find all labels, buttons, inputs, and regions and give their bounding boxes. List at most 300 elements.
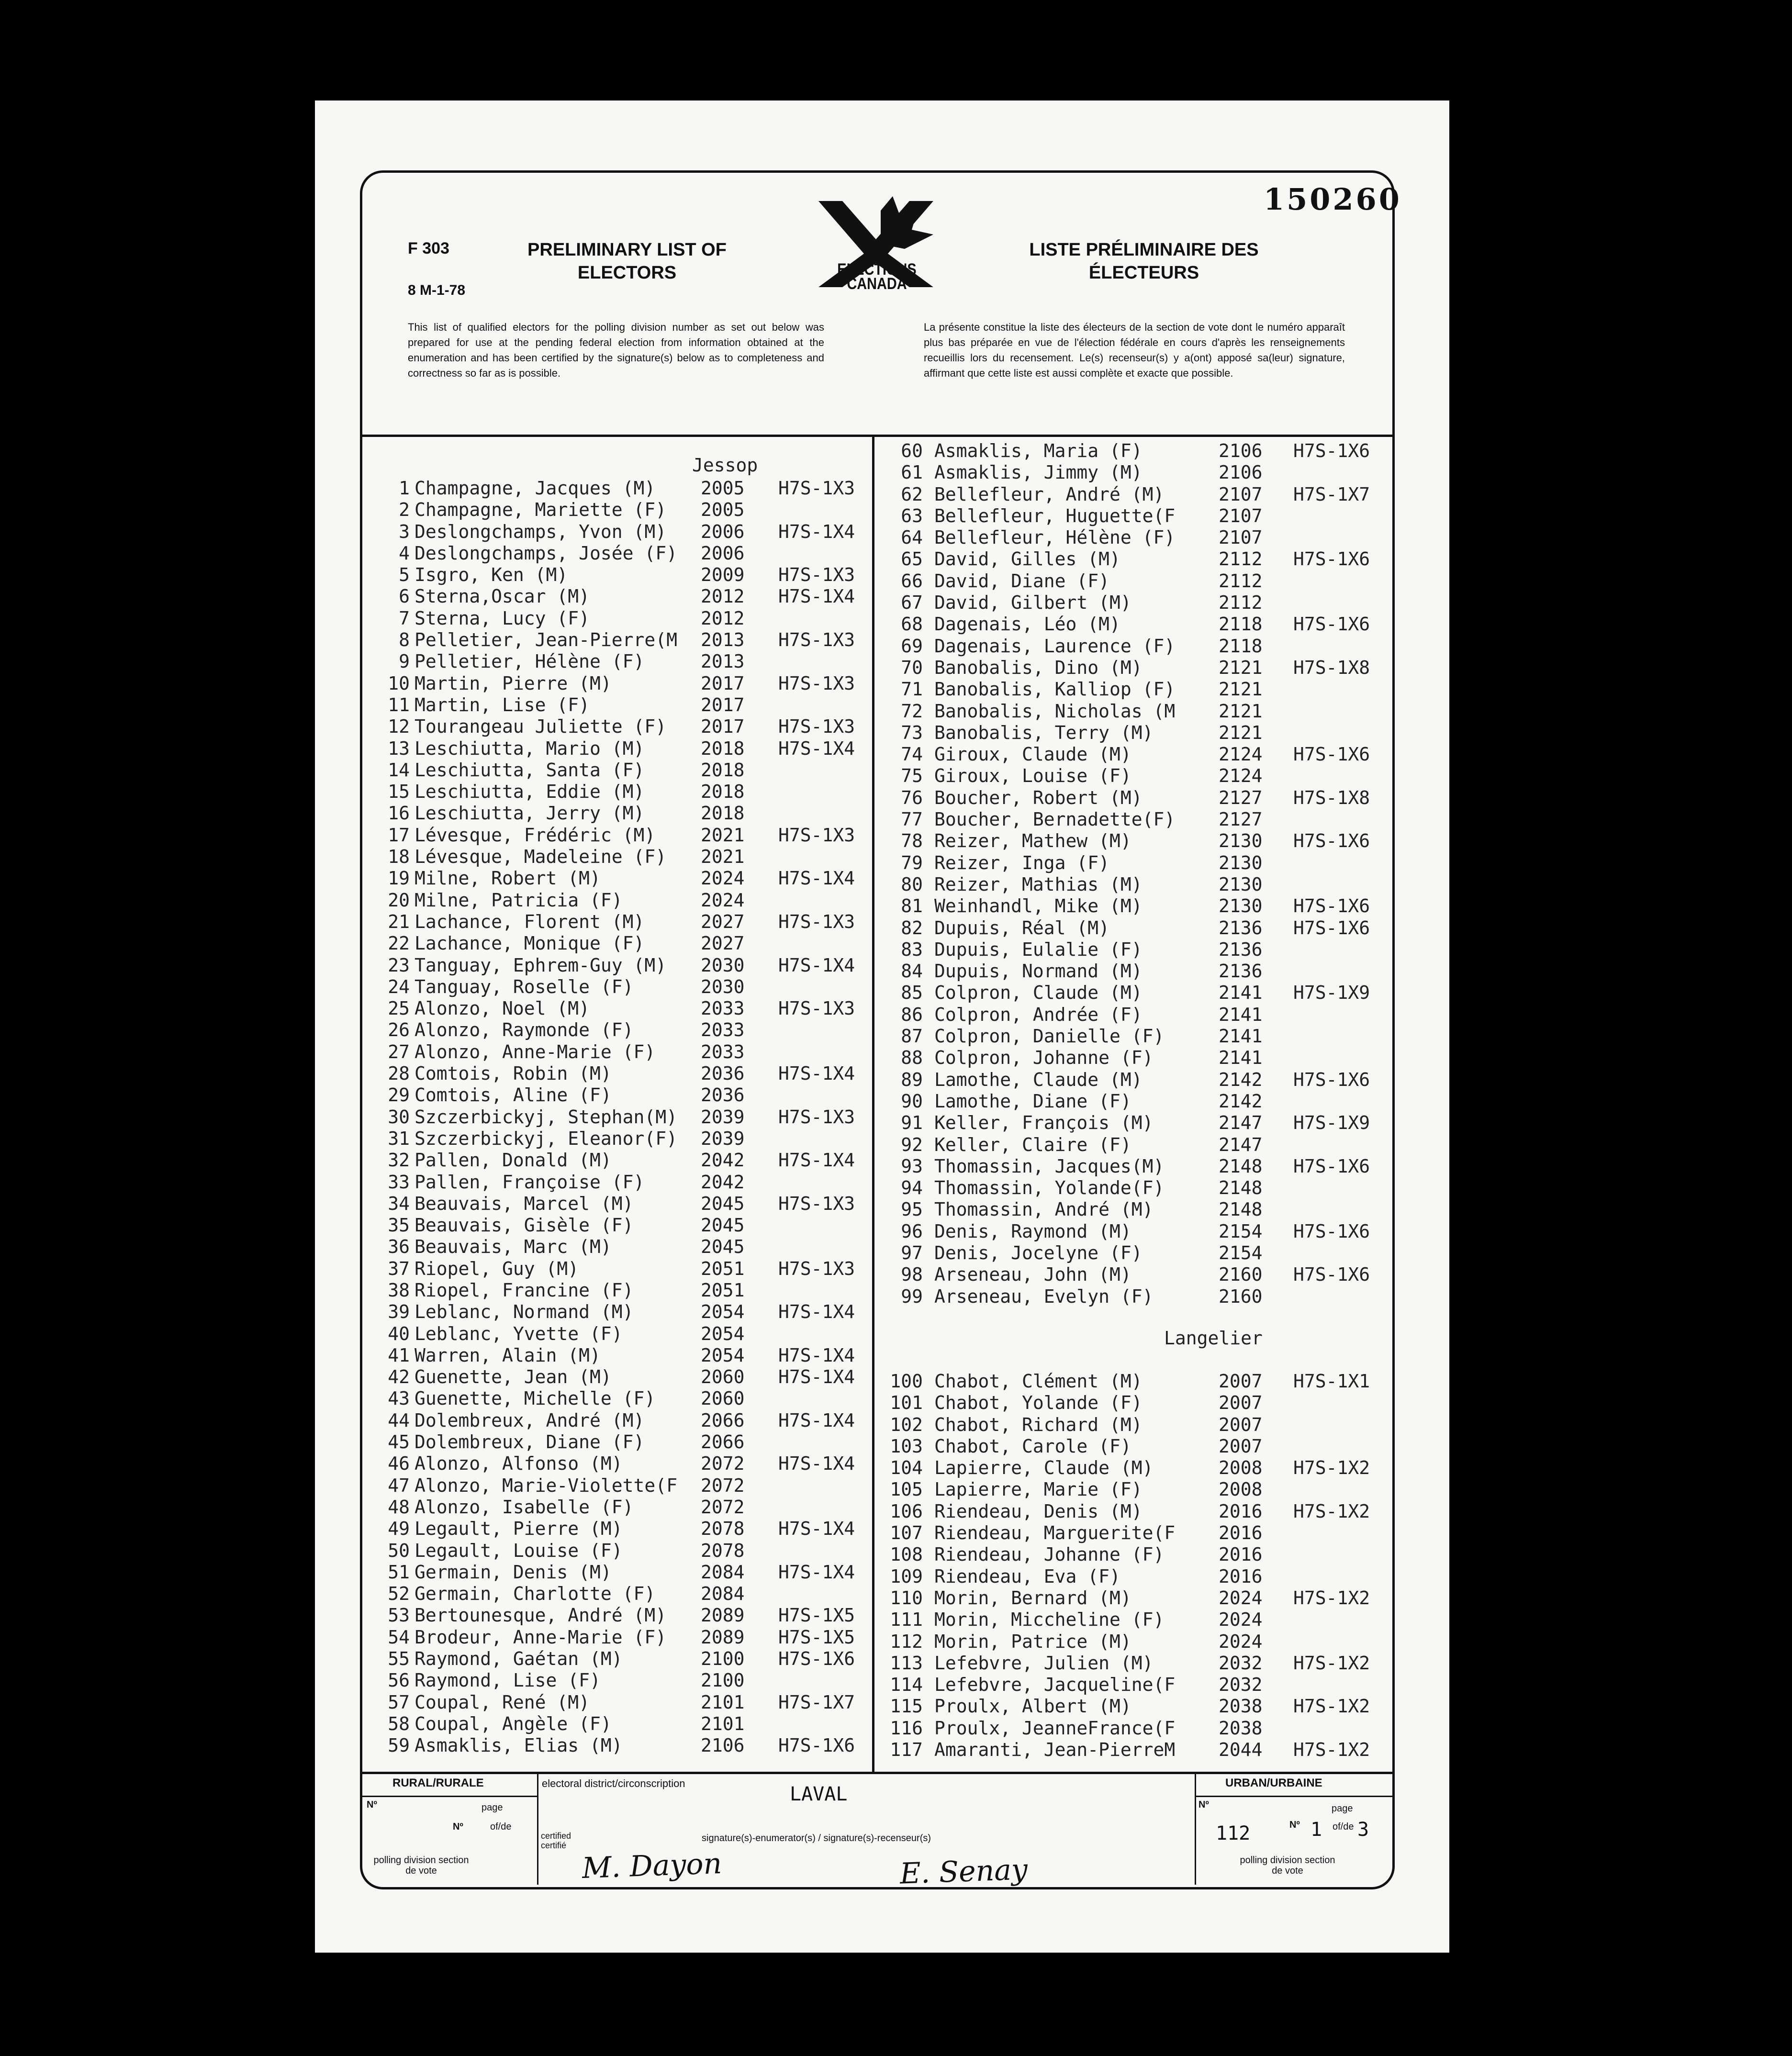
elector-address: 2148 xyxy=(1219,1199,1263,1220)
elector-address: 2007 xyxy=(1219,1435,1263,1457)
elector-number: 84 xyxy=(901,961,923,982)
postal-code: H7S-1X3 xyxy=(778,672,855,694)
elector-row xyxy=(371,803,872,824)
postal-code: H7S-1X5 xyxy=(778,1605,855,1626)
postal-code: H7S-1X6 xyxy=(1293,830,1370,852)
elector-address: 2141 xyxy=(1219,1004,1263,1025)
elector-address: 2154 xyxy=(1219,1220,1263,1242)
elector-row xyxy=(882,1286,1392,1307)
elector-name: Deslongchamps, Yvon (M) xyxy=(414,521,667,542)
elector-row xyxy=(371,1172,872,1193)
elector-address: 2089 xyxy=(701,1626,745,1648)
elector-number: 103 xyxy=(890,1435,923,1457)
elector-name: Alonzo, Isabelle (F) xyxy=(414,1496,634,1518)
postal-code: H7S-1X9 xyxy=(1293,982,1370,1004)
district-value: LAVAL xyxy=(790,1783,848,1805)
urban-polling-label: polling division section de vote xyxy=(1240,1855,1335,1876)
elector-row xyxy=(882,1371,1392,1392)
elector-number: 21 xyxy=(388,911,410,932)
elector-number: 2 xyxy=(399,499,410,521)
elector-number: 37 xyxy=(388,1258,410,1279)
elector-address: 2124 xyxy=(1219,744,1263,765)
elector-address: 2060 xyxy=(701,1388,745,1409)
postal-code: H7S-1X6 xyxy=(1293,440,1370,461)
elector-address: 2106 xyxy=(1219,440,1263,461)
elector-address: 2030 xyxy=(701,976,745,997)
footer-vertical-rule xyxy=(1195,1774,1196,1885)
elector-name: Reizer, Inga (F) xyxy=(934,852,1110,873)
elector-address: 2016 xyxy=(1219,1500,1263,1522)
rural-page-label: page xyxy=(482,1802,503,1813)
elector-row xyxy=(371,1193,872,1215)
elector-address: 2107 xyxy=(1219,505,1263,526)
elector-row xyxy=(371,868,872,889)
elector-row xyxy=(882,1522,1392,1544)
elector-name: Riopel, Guy (M) xyxy=(414,1258,579,1279)
elector-number: 15 xyxy=(388,781,410,803)
elector-row xyxy=(882,527,1392,548)
elector-row xyxy=(371,1583,872,1605)
elector-list-right-langelier xyxy=(882,1371,1392,1761)
elector-number: 101 xyxy=(890,1392,923,1414)
elector-address: 2021 xyxy=(701,824,745,846)
elector-name: Raymond, Gaétan (M) xyxy=(414,1648,623,1670)
elector-row xyxy=(882,1544,1392,1565)
elector-name: Riendeau, Denis (M) xyxy=(934,1500,1142,1522)
elector-address: 2030 xyxy=(701,954,745,976)
elector-address: 2007 xyxy=(1219,1392,1263,1414)
postal-code: H7S-1X6 xyxy=(1293,1069,1370,1090)
elector-row xyxy=(882,1091,1392,1112)
elector-address: 2009 xyxy=(701,564,745,586)
section-heading-jessop: Jessop xyxy=(692,455,758,476)
elector-number: 56 xyxy=(388,1670,410,1691)
postal-code: H7S-1X7 xyxy=(778,1691,855,1713)
elector-name: Dagenais, Laurence (F) xyxy=(934,635,1176,657)
elector-row xyxy=(371,1258,872,1280)
elector-address: 2033 xyxy=(701,1019,745,1041)
elector-number: 114 xyxy=(890,1674,923,1696)
elector-address: 2148 xyxy=(1219,1155,1263,1177)
postal-code: H7S-1X5 xyxy=(778,1626,855,1648)
elector-row xyxy=(882,787,1392,809)
elector-row xyxy=(371,976,872,998)
elector-number: 99 xyxy=(901,1285,923,1307)
elector-row xyxy=(882,592,1392,614)
elector-row xyxy=(371,1497,872,1518)
elector-address: 2066 xyxy=(701,1431,745,1453)
postal-code: H7S-1X3 xyxy=(778,716,855,737)
elector-number: 98 xyxy=(901,1264,923,1285)
elector-number: 38 xyxy=(388,1279,410,1301)
postal-code: H7S-1X4 xyxy=(778,1453,855,1475)
postal-code: H7S-1X6 xyxy=(778,1648,855,1670)
elector-name: Isgro, Ken (M) xyxy=(414,564,568,586)
elector-number: 11 xyxy=(388,694,410,715)
certified-label: certified certifié xyxy=(541,1831,571,1850)
elector-row xyxy=(371,716,872,737)
postal-code: H7S-1X4 xyxy=(778,737,855,759)
elector-address: 2072 xyxy=(701,1475,745,1496)
elector-address: 2012 xyxy=(701,607,745,629)
elector-address: 2042 xyxy=(701,1150,745,1171)
elector-row xyxy=(882,982,1392,1004)
elector-number: 41 xyxy=(388,1344,410,1366)
postal-code: H7S-1X4 xyxy=(778,1518,855,1540)
elector-row xyxy=(882,1047,1392,1069)
elector-number: 89 xyxy=(901,1069,923,1090)
elector-name: Pallen, Donald (M) xyxy=(414,1150,612,1171)
elector-number: 66 xyxy=(901,570,923,592)
elector-row xyxy=(882,830,1392,852)
signature-label: signature(s)-enumerator(s) / signature(s)-recenseur(s) xyxy=(702,1833,931,1844)
elector-name: Leschiutta, Jerry (M) xyxy=(414,803,645,824)
elector-row xyxy=(371,521,872,543)
postal-code: H7S-1X3 xyxy=(778,998,855,1019)
postal-code: H7S-1X9 xyxy=(1293,1112,1370,1134)
postal-code: H7S-1X4 xyxy=(778,586,855,607)
elector-name: Leschiutta, Eddie (M) xyxy=(414,781,645,803)
elector-number: 69 xyxy=(901,635,923,657)
elector-name: Lapierre, Marie (F) xyxy=(934,1479,1142,1500)
elector-name: Tanguay, Roselle (F) xyxy=(414,976,634,997)
elector-address: 2072 xyxy=(701,1496,745,1518)
elector-row xyxy=(882,895,1392,917)
elector-row xyxy=(371,1453,872,1475)
elector-address: 2121 xyxy=(1219,700,1263,722)
elector-number: 32 xyxy=(388,1150,410,1171)
elector-list-left xyxy=(371,478,872,1757)
header-divider xyxy=(360,435,1395,437)
elector-address: 2101 xyxy=(701,1691,745,1713)
elector-name: Deslongchamps, Josée (F) xyxy=(414,542,678,564)
elector-number: 20 xyxy=(388,889,410,911)
elector-name: Champagne, Jacques (M) xyxy=(414,478,656,499)
elector-row xyxy=(882,440,1392,462)
elector-number: 75 xyxy=(901,765,923,787)
elector-address: 2054 xyxy=(701,1301,745,1323)
elector-address: 2018 xyxy=(701,803,745,824)
elector-number: 61 xyxy=(901,462,923,483)
elector-name: Milne, Robert (M) xyxy=(414,868,601,889)
elector-number: 113 xyxy=(890,1652,923,1674)
elector-row xyxy=(882,701,1392,722)
elector-address: 2100 xyxy=(701,1670,745,1691)
elector-number: 1 xyxy=(399,478,410,499)
elector-address: 2038 xyxy=(1219,1696,1263,1717)
elector-row xyxy=(371,1692,872,1713)
elector-name: Martin, Lise (F) xyxy=(414,694,590,715)
elector-number: 4 xyxy=(399,542,410,564)
elector-number: 31 xyxy=(388,1128,410,1149)
postal-code: H7S-1X4 xyxy=(778,1561,855,1583)
elector-row xyxy=(371,1019,872,1041)
elector-address: 2136 xyxy=(1219,917,1263,939)
elector-row xyxy=(371,1366,872,1388)
elector-name: Proulx, Albert (M) xyxy=(934,1696,1131,1717)
elector-number: 108 xyxy=(890,1544,923,1565)
elector-number: 79 xyxy=(901,852,923,873)
elector-row xyxy=(882,1696,1392,1717)
elector-number: 67 xyxy=(901,592,923,614)
elector-number: 5 xyxy=(399,564,410,586)
elector-name: Colpron, Andrée (F) xyxy=(934,1004,1142,1025)
elector-name: Raymond, Lise (F) xyxy=(414,1670,601,1691)
elector-row xyxy=(882,1026,1392,1047)
elector-number: 22 xyxy=(388,933,410,954)
title-english: PRELIMINARY LIST OF ELECTORS xyxy=(527,240,727,283)
elector-number: 94 xyxy=(901,1177,923,1199)
elector-row xyxy=(882,939,1392,961)
elector-name: Lamothe, Diane (F) xyxy=(934,1090,1131,1112)
elector-address: 2148 xyxy=(1219,1177,1263,1199)
elector-address: 2121 xyxy=(1219,722,1263,743)
elector-name: Alonzo, Alfonso (M) xyxy=(414,1453,623,1475)
elector-row xyxy=(371,1106,872,1128)
elector-name: Morin, Bernard (M) xyxy=(934,1587,1131,1609)
elector-row xyxy=(882,1436,1392,1457)
elector-name: David, Gilles (M) xyxy=(934,548,1120,570)
elector-row xyxy=(371,543,872,564)
urban-no-label: Nº xyxy=(1198,1799,1209,1810)
elector-name: Beauvais, Gisèle (F) xyxy=(414,1215,634,1236)
postal-code: H7S-1X4 xyxy=(778,1301,855,1323)
elector-row xyxy=(882,1199,1392,1220)
elector-row xyxy=(882,1221,1392,1242)
elector-row xyxy=(371,1084,872,1106)
elector-name: Coupal, Angèle (F) xyxy=(414,1713,612,1734)
urban-of-label: of/de xyxy=(1333,1821,1354,1832)
postal-code: H7S-1X3 xyxy=(778,564,855,586)
postal-code: H7S-1X4 xyxy=(778,1150,855,1171)
postal-code: H7S-1X3 xyxy=(778,1106,855,1128)
elector-name: Colpron, Danielle (F) xyxy=(934,1026,1165,1047)
elector-name: Dagenais, Léo (M) xyxy=(934,614,1120,635)
elector-number: 80 xyxy=(901,873,923,895)
elector-name: Alonzo, Marie-Violette(F xyxy=(414,1475,678,1496)
elector-address: 2107 xyxy=(1219,527,1263,548)
elector-number: 16 xyxy=(388,803,410,824)
elector-number: 18 xyxy=(388,846,410,868)
elector-address: 2130 xyxy=(1219,895,1263,917)
postal-code: H7S-1X2 xyxy=(1293,1500,1370,1522)
elector-number: 95 xyxy=(901,1199,923,1220)
elector-row xyxy=(882,1414,1392,1436)
elector-address: 2024 xyxy=(1219,1631,1263,1652)
elector-name: Banobalis, Nicholas (M xyxy=(934,700,1176,722)
elector-row xyxy=(882,657,1392,679)
elector-address: 2006 xyxy=(701,521,745,542)
elector-name: Bellefleur, André (M) xyxy=(934,483,1165,505)
elector-row xyxy=(882,1566,1392,1587)
postal-code: H7S-1X3 xyxy=(778,478,855,499)
elector-name: Alonzo, Noel (M) xyxy=(414,998,590,1019)
elector-row xyxy=(882,1242,1392,1264)
form-date: 8 M-1-78 xyxy=(408,282,466,298)
elector-number: 115 xyxy=(890,1696,923,1717)
elector-number: 10 xyxy=(388,672,410,694)
elector-name: Boucher, Robert (M) xyxy=(934,787,1142,808)
elector-number: 93 xyxy=(901,1155,923,1177)
elector-number: 71 xyxy=(901,679,923,700)
elector-address: 2141 xyxy=(1219,1026,1263,1047)
elector-address: 2007 xyxy=(1219,1371,1263,1392)
elector-name: Banobalis, Terry (M) xyxy=(934,722,1154,743)
elector-number: 28 xyxy=(388,1063,410,1084)
elector-number: 107 xyxy=(890,1522,923,1544)
elector-row xyxy=(371,1670,872,1691)
elector-name: Arseneau, Evelyn (F) xyxy=(934,1285,1154,1307)
elector-row xyxy=(371,1475,872,1497)
elector-row xyxy=(882,852,1392,874)
postal-code: H7S-1X6 xyxy=(1293,548,1370,570)
elector-name: Leschiutta, Mario (M) xyxy=(414,737,645,759)
footer-divider xyxy=(360,1772,1395,1774)
elector-name: Tourangeau Juliette (F) xyxy=(414,716,667,737)
elector-address: 2130 xyxy=(1219,873,1263,895)
footer-vertical-rule xyxy=(537,1774,538,1885)
elector-name: Sterna, Lucy (F) xyxy=(414,607,590,629)
elector-name: Beauvais, Marcel (M) xyxy=(414,1193,634,1214)
elector-address: 2016 xyxy=(1219,1565,1263,1587)
polling-division-number: 112 xyxy=(1216,1822,1251,1844)
elector-number: 92 xyxy=(901,1134,923,1155)
elector-name: Thomassin, André (M) xyxy=(934,1199,1154,1220)
postal-code: H7S-1X3 xyxy=(778,1193,855,1214)
elector-name: Morin, Miccheline (F) xyxy=(934,1609,1165,1631)
postal-code: H7S-1X6 xyxy=(1293,895,1370,917)
elector-row xyxy=(882,1609,1392,1631)
elector-name: Giroux, Claude (M) xyxy=(934,744,1131,765)
elector-address: 2141 xyxy=(1219,982,1263,1004)
elector-row xyxy=(882,1587,1392,1609)
elector-address: 2142 xyxy=(1219,1069,1263,1090)
elector-address: 2008 xyxy=(1219,1479,1263,1500)
elector-row xyxy=(371,1388,872,1409)
logo-wordmark: ELECTIONS CANADA xyxy=(837,260,917,293)
elector-address: 2078 xyxy=(701,1540,745,1561)
elector-address: 2013 xyxy=(701,651,745,672)
elector-address: 2054 xyxy=(701,1323,745,1344)
elector-address: 2127 xyxy=(1219,809,1263,830)
elector-number: 116 xyxy=(890,1717,923,1739)
notice-english: This list of qualified electors for the polling division number as set out below was prepared for use at the pending federal election from information obtained at the enumeration and has been certified by the signature(s) below as to completeness and correctness so far as is possible. xyxy=(408,321,824,379)
elector-address: 2039 xyxy=(701,1128,745,1149)
elector-name: Denis, Jocelyne (F) xyxy=(934,1242,1142,1263)
elector-number: 100 xyxy=(890,1371,923,1392)
elector-name: Champagne, Mariette (F) xyxy=(414,499,667,521)
elector-name: David, Gilbert (M) xyxy=(934,592,1131,614)
elector-number: 44 xyxy=(388,1409,410,1431)
elector-row xyxy=(882,1631,1392,1653)
elector-name: Tanguay, Ephrem-Guy (M) xyxy=(414,954,667,976)
elector-row xyxy=(371,673,872,694)
elector-name: Lachance, Monique (F) xyxy=(414,933,645,954)
elector-number: 30 xyxy=(388,1106,410,1128)
elector-name: Colpron, Claude (M) xyxy=(934,982,1142,1004)
elector-number: 109 xyxy=(890,1565,923,1587)
elector-name: Comtois, Aline (F) xyxy=(414,1084,612,1106)
elector-row xyxy=(882,1718,1392,1739)
elector-number: 17 xyxy=(388,824,410,846)
elector-name: Giroux, Louise (F) xyxy=(934,765,1131,787)
elector-name: Asmaklis, Elias (M) xyxy=(414,1735,623,1756)
elector-row xyxy=(371,629,872,651)
elector-address: 2051 xyxy=(701,1258,745,1279)
elector-row xyxy=(371,1735,872,1756)
elector-number: 19 xyxy=(388,868,410,889)
elector-name: Lefebvre, Julien (M) xyxy=(934,1652,1154,1674)
elector-name: Chabot, Carole (F) xyxy=(934,1435,1131,1457)
elector-name: Coupal, René (M) xyxy=(414,1691,590,1713)
elector-address: 2024 xyxy=(701,868,745,889)
postal-code: H7S-1X2 xyxy=(1293,1457,1370,1479)
elector-name: Bellefleur, Hélène (F) xyxy=(934,527,1176,548)
elector-row xyxy=(371,1041,872,1063)
postal-code: H7S-1X6 xyxy=(1293,744,1370,765)
elector-number: 88 xyxy=(901,1047,923,1069)
elector-address: 2042 xyxy=(701,1171,745,1193)
rural-label: RURAL/RURALE xyxy=(392,1777,484,1789)
elector-name: Pallen, Françoise (F) xyxy=(414,1171,645,1193)
elector-name: Dupuis, Normand (M) xyxy=(934,961,1142,982)
elector-name: Keller, Claire (F) xyxy=(934,1134,1131,1155)
elector-address: 2016 xyxy=(1219,1544,1263,1565)
elector-address: 2127 xyxy=(1219,787,1263,808)
section-heading-langelier: Langelier xyxy=(1164,1328,1263,1349)
elector-address: 2013 xyxy=(701,629,745,651)
elector-address: 2112 xyxy=(1219,592,1263,614)
elector-number: 9 xyxy=(399,651,410,672)
elector-name: Banobalis, Kalliop (F) xyxy=(934,679,1176,700)
elector-address: 2039 xyxy=(701,1106,745,1128)
elector-name: Chabot, Richard (M) xyxy=(934,1414,1142,1435)
elector-number: 42 xyxy=(388,1366,410,1388)
elector-row xyxy=(882,1457,1392,1479)
elector-name: Martin, Pierre (M) xyxy=(414,672,612,694)
elector-number: 68 xyxy=(901,614,923,635)
elector-name: Asmaklis, Jimmy (M) xyxy=(934,462,1142,483)
elector-number: 104 xyxy=(890,1457,923,1479)
elector-address: 2005 xyxy=(701,478,745,499)
elector-address: 2141 xyxy=(1219,1047,1263,1069)
elector-row xyxy=(371,1627,872,1648)
elector-name: Bellefleur, Huguette(F xyxy=(934,505,1176,526)
elector-row xyxy=(882,722,1392,744)
elector-row xyxy=(882,1479,1392,1500)
elector-row xyxy=(371,1280,872,1301)
elector-name: Beauvais, Marc (M) xyxy=(414,1236,612,1258)
elector-name: Germain, Charlotte (F) xyxy=(414,1583,656,1605)
elector-name: Dolembreux, Diane (F) xyxy=(414,1431,645,1453)
urban-label: URBAN/URBAINE xyxy=(1225,1777,1322,1789)
elector-name: Guenette, Michelle (F) xyxy=(414,1388,656,1409)
elector-number: 62 xyxy=(901,483,923,505)
title-french: LISTE PRÉLIMINAIRE DES ÉLECTEURS xyxy=(1029,240,1259,283)
elector-address: 2024 xyxy=(701,889,745,911)
elector-number: 14 xyxy=(388,759,410,781)
elector-name: Sterna,Oscar (M) xyxy=(414,586,590,607)
elector-number: 111 xyxy=(890,1609,923,1631)
elector-row xyxy=(882,462,1392,483)
postal-code: H7S-1X4 xyxy=(778,521,855,542)
urban-sub-no-label: Nº xyxy=(1289,1820,1300,1830)
elector-row xyxy=(882,548,1392,570)
postal-code: H7S-1X6 xyxy=(778,1735,855,1756)
elector-row xyxy=(371,608,872,629)
elector-address: 2045 xyxy=(701,1236,745,1258)
elector-name: Bertounesque, André (M) xyxy=(414,1605,667,1626)
